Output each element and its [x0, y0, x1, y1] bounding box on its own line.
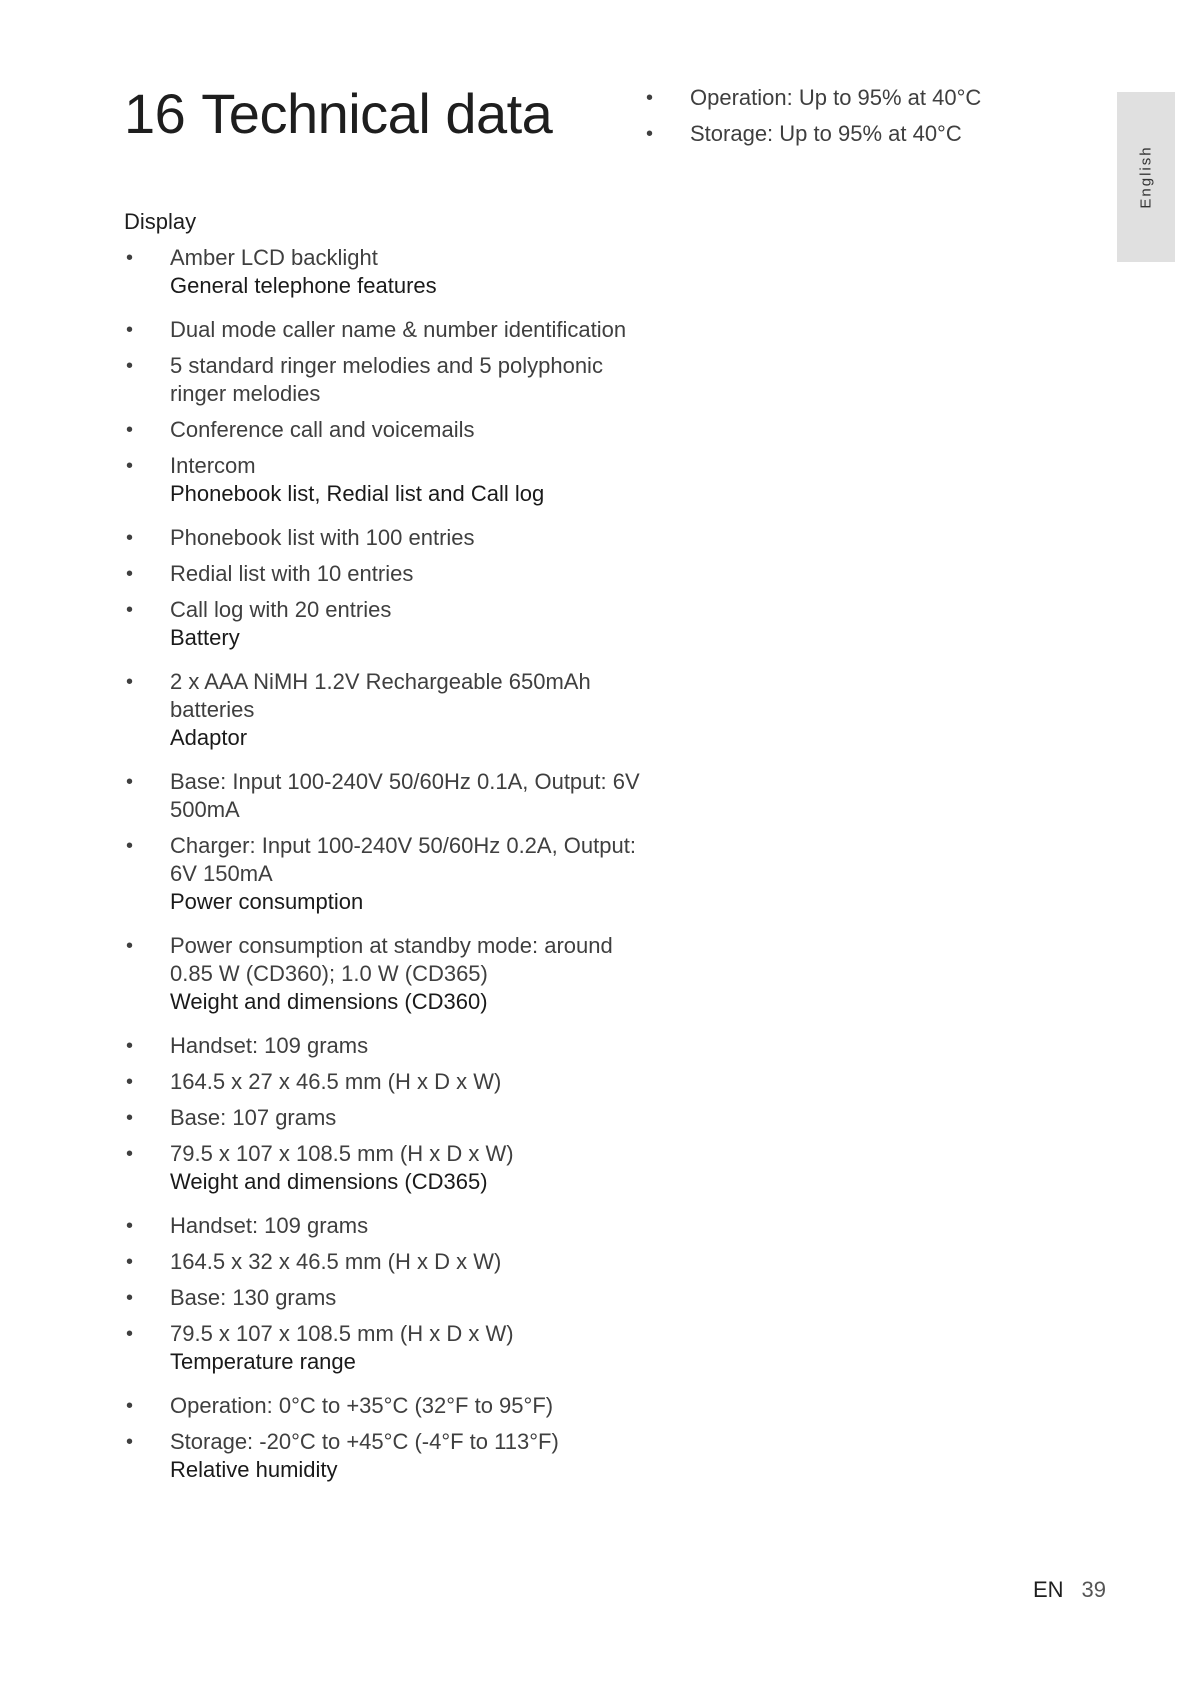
section-heading: Phonebook list, Redial list and Call log — [170, 481, 545, 506]
list-item-text: Conference call and voicemails — [170, 417, 475, 442]
bullet-icon: • — [126, 355, 134, 377]
list-item — [124, 668, 644, 724]
page-number: 39 — [1081, 1577, 1106, 1602]
list-item — [124, 596, 644, 624]
list-item — [124, 1428, 644, 1456]
bullet-icon: • — [126, 835, 134, 857]
bullet-icon: • — [126, 1395, 134, 1417]
bullet-icon: • — [126, 1071, 134, 1093]
list-item-text: Amber LCD backlight — [170, 245, 378, 270]
list-item-text: Power consumption at standby mode: around 0.85 W (CD360); 1.0 W (CD365) — [170, 933, 613, 986]
list-item — [124, 416, 644, 444]
list-item — [124, 452, 644, 480]
section-heading: Power consumption — [170, 889, 364, 914]
list-item — [124, 1068, 644, 1096]
bullet-icon: • — [126, 1035, 134, 1057]
section-heading: Weight and dimensions (CD365) — [170, 1169, 488, 1194]
section-heading: Relative humidity — [170, 1457, 338, 1482]
bullet-icon: • — [126, 1287, 134, 1309]
list-item-text: Dual mode caller name & number identification — [170, 317, 627, 342]
list-item-text: Base: 130 grams — [170, 1285, 337, 1310]
list-item — [124, 1140, 644, 1168]
bullet-icon: • — [126, 419, 134, 441]
section-heading: General telephone features — [170, 273, 437, 298]
chapter-title: Technical data — [201, 82, 553, 145]
list-item-text: Operation: 0°C to +35°C (32°F to 95°F) — [170, 1393, 554, 1418]
list-item-text: 164.5 x 27 x 46.5 mm (H x D x W) — [170, 1069, 502, 1094]
list-item-text: Handset: 109 grams — [170, 1033, 369, 1058]
bullet-icon: • — [646, 123, 654, 145]
list-item — [124, 832, 644, 888]
bullet-icon: • — [126, 1215, 134, 1237]
list-item-text: 2 x AAA NiMH 1.2V Rechargeable 650mAh batteries — [170, 669, 591, 722]
list-item-text: Redial list with 10 entries — [170, 561, 414, 586]
list-item-text: Storage: Up to 95% at 40°C — [690, 121, 962, 146]
list-item-text: Intercom — [170, 453, 256, 478]
bullet-icon: • — [126, 1143, 134, 1165]
list-item-text: Base: 107 grams — [170, 1105, 337, 1130]
list-item — [124, 1104, 644, 1132]
bullet-icon: • — [126, 1251, 134, 1273]
section-heading: Battery — [170, 625, 240, 650]
list-item — [124, 352, 644, 408]
bullet-icon: • — [126, 671, 134, 693]
left-column — [124, 244, 644, 1500]
bullet-icon: • — [126, 599, 134, 621]
bullet-icon: • — [126, 771, 134, 793]
list-item-text: Charger: Input 100-240V 50/60Hz 0.2A, Output: 6V 150mA — [170, 833, 636, 886]
list-item — [124, 1284, 644, 1312]
list-item — [644, 84, 1034, 112]
list-item-text: Storage: -20°C to +45°C (-4°F to 113°F) — [170, 1429, 559, 1454]
list-item-text: Phonebook list with 100 entries — [170, 525, 475, 550]
bullet-icon: • — [126, 935, 134, 957]
section-heading: Weight and dimensions (CD360) — [170, 989, 488, 1014]
list-item — [124, 1032, 644, 1060]
footer-language: EN — [1032, 1577, 1064, 1602]
list-item-text: Handset: 109 grams — [170, 1213, 369, 1238]
bullet-icon: • — [646, 87, 654, 109]
bullet-icon: • — [126, 1107, 134, 1129]
list-item — [124, 1392, 644, 1420]
list-item-text: 164.5 x 32 x 46.5 mm (H x D x W) — [170, 1249, 502, 1274]
list-item-text: Call log with 20 entries — [170, 597, 392, 622]
list-item-text: Operation: Up to 95% at 40°C — [690, 85, 982, 110]
bullet-icon: • — [126, 455, 134, 477]
language-tab-label: English — [1137, 145, 1155, 209]
bullet-icon: • — [126, 247, 134, 269]
list-item-text: 79.5 x 107 x 108.5 mm (H x D x W) — [170, 1321, 514, 1346]
list-item — [124, 524, 644, 552]
list-item — [124, 560, 644, 588]
bullet-icon: • — [126, 1431, 134, 1453]
list-item — [124, 932, 644, 988]
list-item — [644, 120, 1034, 148]
section-heading: Adaptor — [170, 725, 248, 750]
page-title — [124, 78, 552, 150]
section-heading-display: Display — [124, 209, 197, 234]
page-footer — [1033, 1576, 1106, 1604]
right-column — [644, 84, 1034, 148]
list-item — [124, 244, 644, 272]
bullet-icon: • — [126, 319, 134, 341]
list-item — [124, 1212, 644, 1240]
bullet-icon: • — [126, 1323, 134, 1345]
list-item-text: 5 standard ringer melodies and 5 polyphonic ringer melodies — [170, 353, 603, 406]
list-item — [124, 1248, 644, 1276]
list-item — [124, 768, 644, 824]
bullet-icon: • — [126, 563, 134, 585]
list-item — [124, 1320, 644, 1348]
list-item-text: 79.5 x 107 x 108.5 mm (H x D x W) — [170, 1141, 514, 1166]
list-item-text: Base: Input 100-240V 50/60Hz 0.1A, Output: 6V 500mA — [170, 769, 640, 822]
language-tab — [1117, 92, 1175, 262]
section-heading: Temperature range — [170, 1349, 356, 1374]
chapter-number: 16 — [124, 82, 186, 145]
list-item — [124, 316, 644, 344]
bullet-icon: • — [126, 527, 134, 549]
